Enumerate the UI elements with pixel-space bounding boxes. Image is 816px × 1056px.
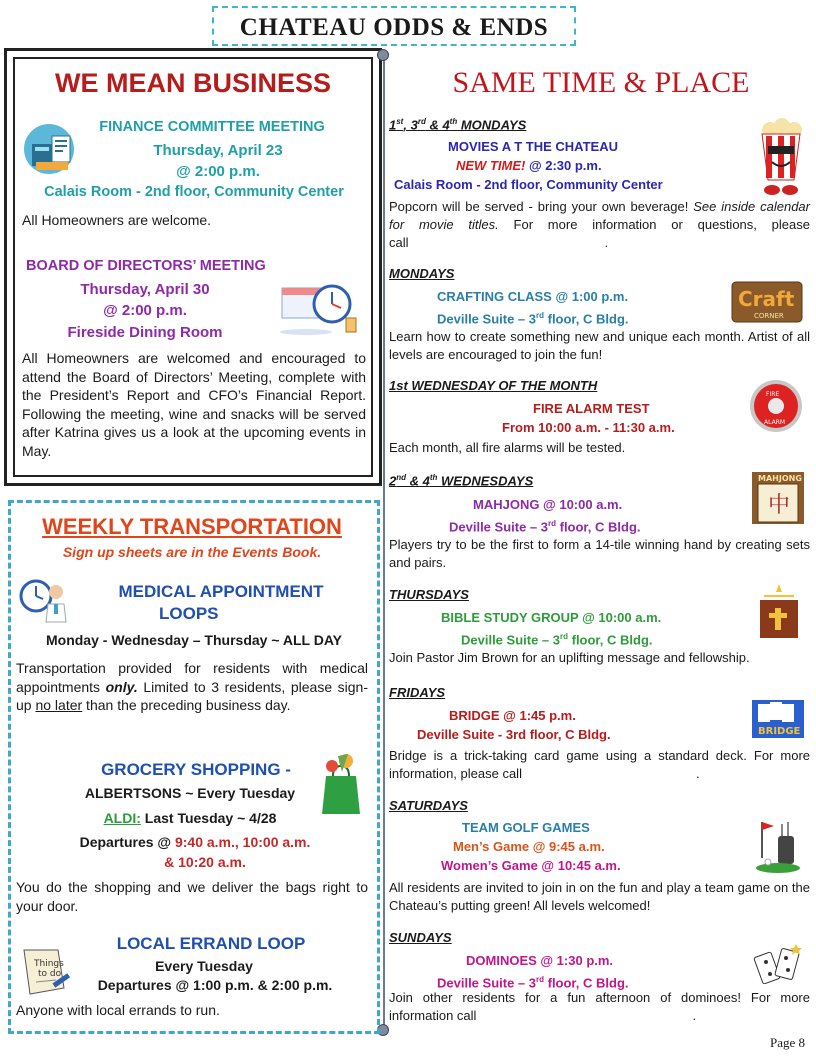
- golf-name: TEAM GOLF GAMES: [462, 820, 590, 835]
- bridge-text-main: Bridge is a trick-taking card game using a standard deck. For more information, please call: [389, 748, 810, 781]
- grocery-note: You do the shopping and we deliver the bags right to your door.: [16, 879, 368, 914]
- dominoes-text: [389, 989, 810, 1025]
- transport-title: WEEKLY TRANSPORTATION: [42, 514, 342, 539]
- movies-place: Calais Room - 2nd floor, Community Center: [394, 177, 663, 192]
- divider-dot-top: [377, 49, 389, 61]
- dominoes-day: SUNDAYS: [389, 930, 452, 945]
- crafting-place-b: floor, C Bldg.: [544, 311, 629, 327]
- movies-day-st: st: [396, 117, 404, 126]
- mahjong-day-sup1: nd: [396, 473, 407, 482]
- medical-text-c: than the preceding business day.: [82, 697, 291, 713]
- movies-day-1: 1: [389, 117, 397, 133]
- svg-text:to do: to do: [38, 969, 62, 979]
- fire-day: 1st WEDNESDAY OF THE MONTH: [389, 378, 598, 393]
- svg-text:FIRE: FIRE: [766, 391, 780, 398]
- grocery-departures-times: 9:40 a.m., 10:00 a.m.: [174, 834, 311, 850]
- finance-meeting-name: FINANCE COMMITTEE MEETING: [99, 119, 325, 135]
- medical-title-line2: LOOPS: [159, 604, 219, 623]
- medical-description: [16, 659, 368, 715]
- finance-icon: [22, 122, 80, 176]
- errand-departures: Departures @ 1:00 p.m. & 2:00 p.m.: [97, 977, 333, 993]
- crafting-place-sup: rd: [536, 311, 544, 320]
- business-title: WE MEAN BUSINESS: [54, 68, 332, 98]
- movies-day: [389, 117, 526, 132]
- bible-place-a: Deville Suite – 3: [461, 632, 560, 648]
- medical-text-only: only.: [105, 678, 138, 695]
- grocery-bag-icon: [318, 752, 364, 816]
- dominoes-place-b: floor, C Bldg.: [544, 975, 629, 991]
- bridge-text: [389, 747, 810, 783]
- board-meeting-place: Fireside Dining Room: [67, 324, 223, 341]
- movies-new-time: NEW TIME!: [456, 158, 526, 173]
- movies-text-end: .: [604, 235, 609, 250]
- errand-title: LOCAL ERRAND LOOP: [116, 934, 306, 953]
- mahjong-place-a: Deville Suite – 3: [449, 519, 548, 535]
- movies-day-rd: rd: [417, 117, 426, 126]
- aldi-label: ALDI:: [103, 810, 141, 826]
- mahjong-place-sup: rd: [548, 519, 556, 528]
- bridge-name: BRIDGE @ 1:45 p.m.: [449, 708, 576, 723]
- golf-bag-icon: [752, 818, 804, 874]
- golf-day: SATURDAYS: [389, 798, 468, 813]
- grocery-departures-more: & 10:20 a.m.: [164, 854, 246, 870]
- dominoes-place-sup: rd: [536, 975, 544, 984]
- finance-meeting-note: All Homeowners are welcome.: [22, 212, 212, 228]
- svg-text:中: 中: [768, 493, 791, 518]
- board-meeting-name: BOARD OF DIRECTORS’ MEETING: [26, 258, 266, 274]
- mahjong-place: [449, 514, 641, 536]
- medical-title-line1: MEDICAL APPOINTMENT: [118, 582, 324, 601]
- dominoes-icon: [752, 940, 806, 984]
- dominoes-name: DOMINOES @ 1:30 p.m.: [466, 953, 614, 968]
- svg-text:Things: Things: [34, 959, 64, 969]
- bridge-text-end: .: [695, 766, 700, 781]
- mahjong-name: MAHJONG @ 10:00 a.m.: [473, 497, 623, 512]
- movies-name: MOVIES A T THE CHATEAU: [448, 139, 618, 154]
- mahjong-day-sup2: th: [429, 473, 438, 482]
- board-meeting-note: All Homeowners are welcomed and encouraged to attend the Board of Directors’ Meeting, complete with the President’s Report and CFO’s Financial Report. Following the meeting, wine and snacks will be served after Katrina gives us a look at the upcoming events in May.: [22, 350, 366, 459]
- bible-icon: [752, 582, 806, 640]
- mahjong-text: Players try to be the first to form a 14-tile winning hand by creating sets and pairs.: [389, 537, 810, 570]
- page-title: CHATEAU ODDS & ENDS: [212, 6, 576, 46]
- bridge-place: Deville Suite - 3rd floor, C Bldg.: [417, 727, 611, 742]
- finance-meeting-time: @ 2:00 p.m.: [176, 163, 260, 180]
- dominoes-place-a: Deville Suite – 3: [437, 975, 536, 991]
- movies-day-3: , 3: [403, 117, 418, 133]
- movies-text-a: Popcorn will be served - bring your own beverage!: [389, 199, 694, 214]
- medical-text-a: Transportation provided for residents with medical appointments: [16, 660, 368, 695]
- fire-name: FIRE ALARM TEST: [533, 401, 650, 416]
- craft-corner-sign-icon: [730, 280, 804, 324]
- board-meeting-time: @ 2:00 p.m.: [103, 302, 187, 319]
- transport-subtitle: Sign up sheets are in the Events Book.: [62, 544, 322, 560]
- mahjong-day-a: 2: [389, 473, 397, 489]
- grocery-departures-label: Departures @: [79, 834, 175, 850]
- golf-men: Men’s Game @ 9:45 a.m.: [453, 839, 605, 854]
- fire-time: From 10:00 a.m. - 11:30 a.m.: [502, 420, 675, 435]
- page-number: Page 8: [770, 1035, 806, 1050]
- things-to-do-scroll-icon: [14, 944, 74, 1000]
- movies-day-mondays: MONDAYS: [457, 117, 527, 133]
- mahjong-day-c: WEDNESDAYS: [437, 473, 534, 489]
- doctor-icon: [18, 576, 68, 626]
- bible-place-sup: rd: [560, 632, 568, 641]
- svg-text:ALARM: ALARM: [764, 419, 786, 426]
- bible-name: BIBLE STUDY GROUP @ 10:00 a.m.: [441, 610, 662, 625]
- calendar-clock-icon: [278, 274, 362, 338]
- medical-text-b: Limited to 3 residents, please sign-up: [16, 678, 368, 713]
- dominoes-text-main: Join other residents for a fun afternoon of dominoes! For more information call: [389, 990, 810, 1023]
- medical-text-later: no later: [35, 697, 83, 713]
- crafting-day: MONDAYS: [389, 266, 455, 281]
- crafting-name: CRAFTING CLASS @ 1:00 p.m.: [437, 289, 629, 304]
- svg-text:BRIDGE: BRIDGE: [758, 726, 801, 737]
- mahjong-day-b: & 4: [406, 473, 430, 489]
- fire-text: Each month, all fire alarms will be tested.: [389, 440, 626, 455]
- medical-schedule: Monday - Wednesday – Thursday ~ ALL DAY: [45, 632, 343, 648]
- finance-meeting-date: Thursday, April 23: [153, 142, 283, 159]
- aldi-schedule: [40, 810, 340, 826]
- movies-day-4: & 4: [425, 117, 450, 133]
- svg-text:Craft: Craft: [738, 287, 795, 311]
- mahjong-tile-icon: [750, 470, 806, 526]
- golf-women: Women’s Game @ 10:45 a.m.: [441, 858, 621, 873]
- dominoes-text-end: .: [692, 1008, 697, 1023]
- movies-time-value: @ 2:30 p.m.: [525, 158, 602, 173]
- errand-day: Every Tuesday: [155, 958, 253, 974]
- movies-text-italic: See inside calendar for movie titles.: [389, 199, 810, 232]
- errand-note: Anyone with local errands to run.: [16, 1002, 220, 1018]
- golf-text: All residents are invited to join in on the fun and play a team game on the Chateau’s putting green! All levels welcomed!: [389, 880, 810, 913]
- bible-place-b: floor, C Bldg.: [568, 632, 653, 648]
- column-divider: [383, 54, 385, 1032]
- movies-day-th: th: [449, 117, 458, 126]
- bridge-day: FRIDAYS: [389, 685, 446, 700]
- aldi-rest: Last Tuesday ~ 4/28: [140, 810, 277, 826]
- grocery-departures: [20, 834, 370, 850]
- movies-text-b: For more information or questions, please call: [389, 217, 810, 250]
- crafting-place-a: Deville Suite – 3: [437, 311, 536, 327]
- fire-alarm-icon: [748, 378, 804, 434]
- finance-meeting-place: Calais Room - 2nd floor, Community Center: [44, 184, 344, 200]
- crafting-text: Learn how to create something new and unique each month. Artist of all levels are encouraged to join the fun!: [389, 329, 810, 362]
- mahjong-day: [389, 473, 533, 488]
- board-meeting-date: Thursday, April 30: [80, 281, 210, 298]
- crafting-place: [437, 306, 629, 328]
- bridge-cards-icon: [750, 698, 806, 740]
- mahjong-place-b: floor, C Bldg.: [556, 519, 641, 535]
- movies-time: [456, 156, 602, 175]
- svg-text:CORNER: CORNER: [754, 312, 784, 320]
- svg-text:MAHJONG: MAHJONG: [758, 474, 802, 483]
- popcorn-mascot-icon: [752, 118, 810, 198]
- albertsons-schedule: ALBERTSONS ~ Every Tuesday: [84, 785, 296, 801]
- movies-text: [389, 198, 810, 252]
- grocery-title: GROCERY SHOPPING -: [101, 760, 291, 779]
- bible-text: Join Pastor Jim Brown for an uplifting message and fellowship.: [389, 650, 750, 665]
- bible-day: THURSDAYS: [389, 587, 469, 602]
- same-title: SAME TIME & PLACE: [452, 66, 750, 99]
- bible-place: [461, 627, 653, 649]
